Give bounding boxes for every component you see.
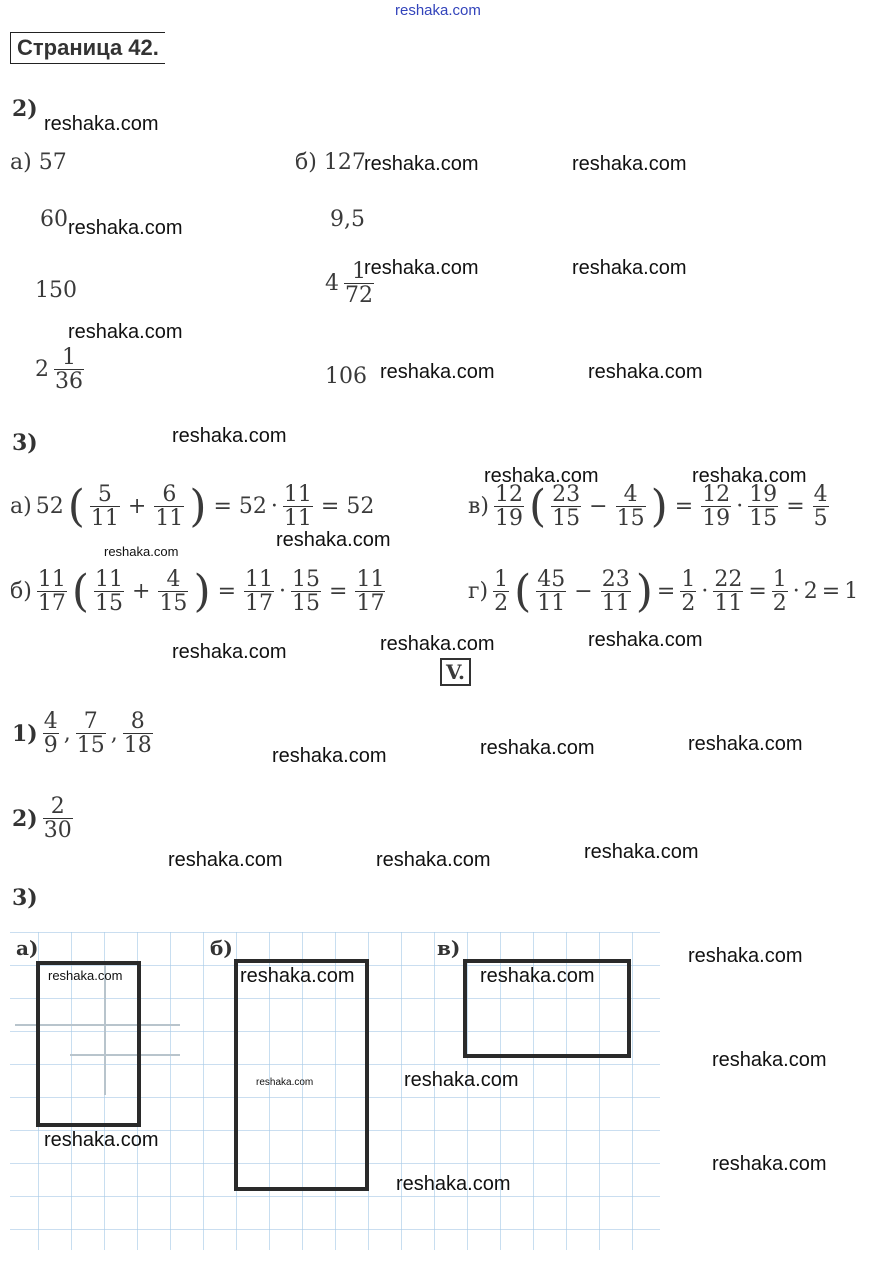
watermark: reshaka.com: [712, 1153, 827, 1175]
watermark: reshaka.com: [380, 633, 495, 655]
fig-v-label: в): [437, 936, 461, 960]
watermark: reshaka.com: [572, 153, 687, 175]
watermark: reshaka.com: [480, 737, 595, 759]
watermark: reshaka.com: [272, 745, 387, 767]
v-q3-label: 3): [12, 885, 38, 911]
watermark: reshaka.com: [376, 849, 491, 871]
watermark: reshaka.com: [172, 425, 287, 447]
watermark: reshaka.com: [404, 1069, 519, 1091]
watermark: reshaka.com: [484, 465, 599, 487]
watermark: reshaka.com: [572, 257, 687, 279]
s2-b-v4: 106: [325, 364, 367, 389]
fig-b-label: б): [210, 936, 233, 960]
page-title: Страница 42.: [10, 32, 165, 64]
watermark: reshaka.com: [480, 965, 595, 987]
s2-a-v4: 2 $\frac{1}{36}$: [35, 345, 83, 395]
s3-b-expression: б) $\frac{11}{17}$ ( $\frac{11}{15}$ + $\frac{4}{15}$ ) = $\frac{11}{17}$ · $\frac{15}{15}$ = $\frac{11}{17}$: [10, 565, 385, 617]
watermark: reshaka.com: [584, 841, 699, 863]
section2-label: 2): [12, 96, 38, 122]
source-link[interactable]: reshaka.com: [395, 2, 481, 19]
watermark: reshaka.com: [44, 1129, 159, 1151]
section-v-title: V.: [440, 658, 471, 686]
fig-a-label: а): [16, 936, 39, 960]
watermark: reshaka.com: [688, 733, 803, 755]
section3-label: 3): [12, 430, 38, 456]
watermark: reshaka.com: [240, 965, 355, 987]
watermark: reshaka.com: [276, 529, 391, 551]
watermark: reshaka.com: [588, 629, 703, 651]
watermark: reshaka.com: [396, 1173, 511, 1195]
v-q2: 2) $\frac{2}{30}$: [12, 794, 72, 844]
watermark: reshaka.com: [104, 544, 179, 559]
s2-a-label: а) 57: [10, 150, 67, 175]
watermark: reshaka.com: [588, 361, 703, 383]
watermark: reshaka.com: [688, 945, 803, 967]
watermark: reshaka.com: [712, 1049, 827, 1071]
v-q1: 1) $\frac{4}{9}$ , $\frac{7}{15}$ , $\frac{8}{18}$: [12, 709, 152, 759]
watermark: reshaka.com: [692, 465, 807, 487]
s2-b-v2: 9,5: [330, 207, 365, 232]
s2-a-v2: 60: [40, 207, 68, 232]
s3-v-expression: в) $\frac{12}{19}$ ( $\frac{23}{15}$ − $\frac{4}{15}$ ) = $\frac{12}{19}$ · $\frac{19}{15}$ = $\frac{4}{5}$: [468, 480, 828, 532]
s2-b-v3: 4 $\frac{1}{72}$: [325, 259, 373, 309]
s3-a-expression: а) 52 ( $\frac{5}{11}$ + $\frac{6}{11}$ ) = 52 · $\frac{11}{11}$ = 52: [10, 480, 375, 532]
watermark: reshaka.com: [364, 153, 479, 175]
watermark: reshaka.com: [68, 217, 183, 239]
s2-b-label: б) 127: [295, 150, 366, 175]
watermark: reshaka.com: [256, 1077, 314, 1088]
watermark: reshaka.com: [380, 361, 495, 383]
watermark: reshaka.com: [168, 849, 283, 871]
watermark: reshaka.com: [68, 321, 183, 343]
watermark: reshaka.com: [48, 968, 123, 983]
watermark: reshaka.com: [172, 641, 287, 663]
watermark: reshaka.com: [44, 113, 159, 135]
s2-a-v3: 150: [35, 278, 77, 303]
s3-g-expression: г) $\frac{1}{2}$ ( $\frac{45}{11}$ − $\frac{23}{11}$ ) = $\frac{1}{2}$ · $\frac{22}{11}$ = $\frac{1}{2}$ · 2 = 1: [468, 565, 859, 617]
watermark: reshaka.com: [364, 257, 479, 279]
